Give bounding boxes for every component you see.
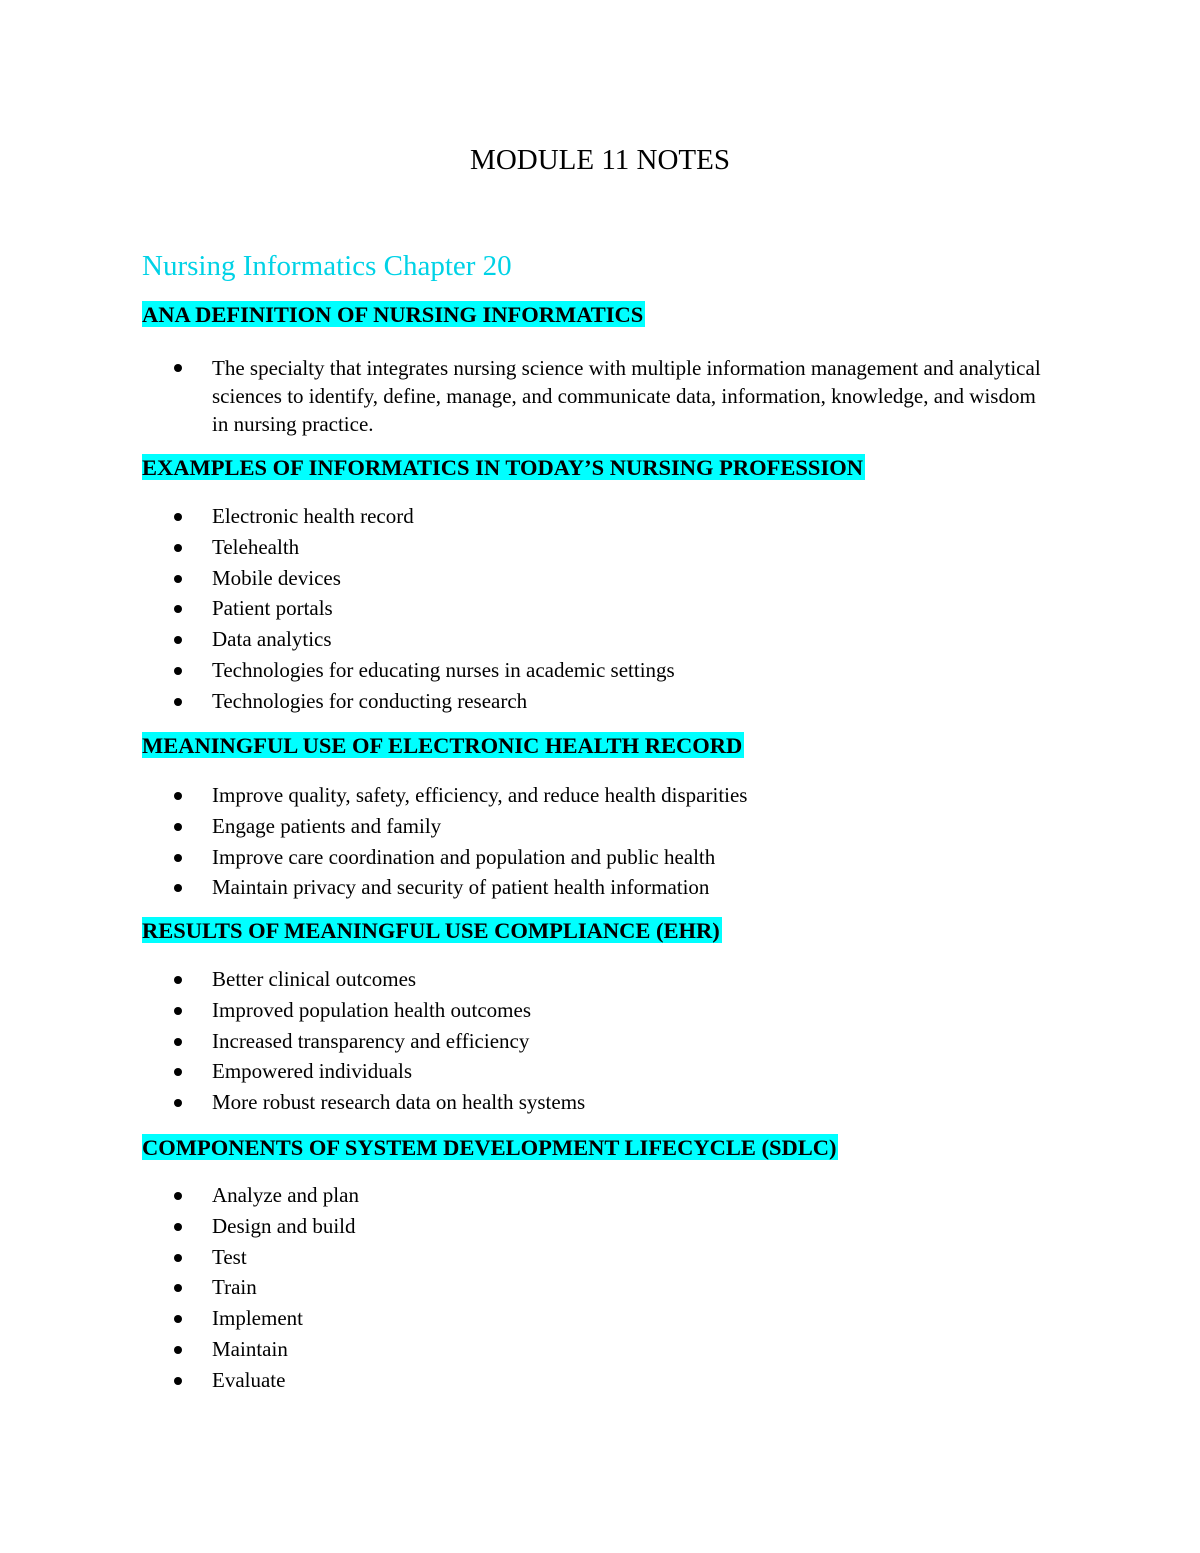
bullet-icon: [174, 1315, 182, 1323]
list-item: [170, 1303, 359, 1334]
list-item-text: Mobile devices: [212, 565, 341, 590]
list-item-text: Improve quality, safety, efficiency, and reduce health disparities: [212, 783, 748, 807]
list-item: [170, 655, 675, 686]
list-item: [170, 1334, 359, 1365]
bullet-icon: [174, 1346, 182, 1354]
section-heading-ana-definition: [142, 300, 645, 329]
list-item: [170, 1211, 359, 1242]
section-heading-examples: [142, 453, 865, 482]
bullet-icon: [174, 698, 182, 706]
list-item-text: Evaluate: [212, 1367, 286, 1392]
list-item: [170, 811, 747, 842]
bullet-icon: [174, 1068, 182, 1076]
list-item: [170, 1365, 359, 1396]
bullet-icon: [174, 1284, 182, 1292]
section-heading-sdlc: [142, 1133, 838, 1162]
bullet-icon: [174, 636, 182, 644]
list-item: [170, 1087, 585, 1118]
section-heading-text: EXAMPLES OF INFORMATICS IN TODAY’S NURSING PROFESSION: [142, 455, 863, 480]
list-item-text: Better clinical outcomes: [212, 967, 417, 991]
list-item: [170, 686, 675, 717]
list-item-text: Test: [212, 1244, 247, 1269]
list-item: [170, 780, 747, 811]
bullet-icon: [174, 575, 182, 583]
list-item-text: Design and build: [212, 1213, 356, 1238]
list-item-text: Empowered individuals: [212, 1059, 413, 1084]
document-title: MODULE 11 NOTES: [470, 144, 730, 176]
bullet-icon: [174, 513, 182, 521]
list-item-text: Implement: [212, 1306, 303, 1331]
meaningful-use-list: [170, 780, 747, 903]
bullet-icon: [174, 1038, 182, 1046]
chapter-heading: Nursing Informatics Chapter 20: [142, 250, 512, 282]
list-item-text: Increased transparency and efficiency: [212, 1028, 530, 1053]
examples-list: [170, 501, 675, 717]
bullet-icon: [174, 792, 182, 800]
list-item-text: Improved population health outcomes: [212, 997, 532, 1022]
list-item: [170, 501, 675, 532]
bullet-icon: [174, 854, 182, 862]
list-item: [170, 964, 585, 995]
list-item-text: Analyze and plan: [212, 1183, 359, 1207]
list-item: [170, 593, 675, 624]
list-item-text: The specialty that integrates nursing science with multiple information management and analytical sciences to identify, define, manage, and communicate data, information, knowledge, and wisdom in nursing practice.: [212, 356, 1041, 436]
bullet-icon: [174, 544, 182, 552]
list-item-text: Technologies for conducting research: [212, 688, 528, 713]
section-heading-text: COMPONENTS OF SYSTEM DEVELOPMENT LIFECYCLE (SDLC): [142, 1135, 837, 1160]
bullet-icon: [174, 605, 182, 613]
sdlc-list: [170, 1180, 359, 1396]
list-item: [170, 842, 747, 873]
bullet-icon: [174, 1223, 182, 1231]
list-item-text: Maintain: [212, 1336, 288, 1361]
bullet-icon: [174, 1254, 182, 1262]
section-heading-text: MEANINGFUL USE OF ELECTRONIC HEALTH RECORD: [142, 733, 743, 758]
list-item: [170, 532, 675, 563]
section-heading-meaningful-use: [142, 731, 744, 760]
list-item-text: Patient portals: [212, 596, 333, 621]
list-item: [170, 1056, 585, 1087]
bullet-icon: [174, 823, 182, 831]
list-item: [170, 1026, 585, 1057]
list-item-text: More robust research data on health systems: [212, 1090, 586, 1115]
bullet-icon: [174, 364, 182, 372]
list-item: [170, 1242, 359, 1273]
section-heading-text: ANA DEFINITION OF NURSING INFORMATICS: [142, 302, 644, 327]
bullet-icon: [174, 1192, 182, 1200]
bullet-icon: [174, 976, 182, 984]
list-item-text: Engage patients and family: [212, 813, 442, 838]
list-item-text: Telehealth: [212, 534, 300, 559]
list-item: [170, 1272, 359, 1303]
list-item-text: Train: [212, 1275, 257, 1300]
list-item: [170, 624, 675, 655]
list-item-text: Data analytics: [212, 627, 332, 652]
list-item: [170, 354, 1052, 438]
results-compliance-list: [170, 964, 585, 1118]
list-item: [170, 995, 585, 1026]
list-item-text: Electronic health record: [212, 504, 414, 528]
section-heading-results-compliance: [142, 916, 722, 945]
section-heading-text: RESULTS OF MEANINGFUL USE COMPLIANCE (EHR): [142, 918, 720, 943]
bullet-icon: [174, 884, 182, 892]
bullet-icon: [174, 1099, 182, 1107]
list-item: [170, 1180, 359, 1211]
ana-definition-list: [170, 354, 1052, 438]
bullet-icon: [174, 1377, 182, 1385]
list-item-text: Improve care coordination and population and public health: [212, 844, 716, 869]
bullet-icon: [174, 667, 182, 675]
list-item-text: Maintain privacy and security of patient health information: [212, 875, 710, 900]
list-item-text: Technologies for educating nurses in academic settings: [212, 657, 675, 682]
bullet-icon: [174, 1007, 182, 1015]
list-item: [170, 872, 747, 903]
list-item: [170, 563, 675, 594]
